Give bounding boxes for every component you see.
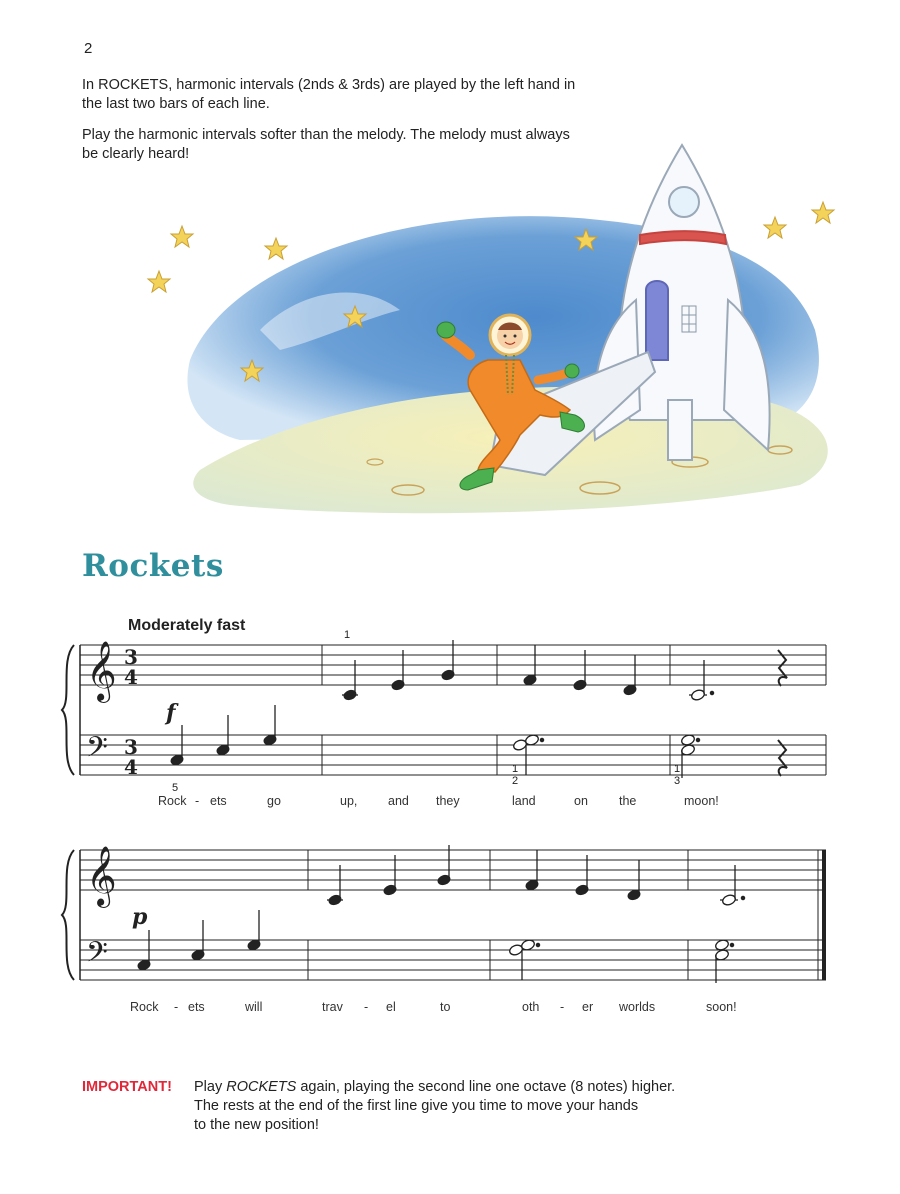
intro-paragraph-2: Play the harmonic intervals softer than the melody. The melody must always be clearly heard! (82, 127, 570, 162)
lyric-syllable: soon! (706, 1000, 737, 1014)
lyric-syllable: will (245, 1000, 263, 1014)
important-text (194, 1078, 834, 1135)
time-signature-bottom: 4 (124, 665, 138, 689)
lyric-syllable: up, (340, 794, 358, 808)
lyric-syllable: land (512, 794, 536, 808)
song-title: Rockets (82, 548, 224, 584)
system-2-notes (137, 845, 745, 983)
lyric-syllable: the (619, 794, 637, 808)
finger-number: 1 (512, 763, 519, 775)
dynamic-piano: p (132, 904, 148, 930)
important-line2: The rests at the end of the first line give you time to move your hands (194, 1098, 639, 1114)
lyric-syllable: el (386, 1000, 396, 1014)
lyric-syllable: to (440, 1000, 451, 1014)
lyric-syllable: worlds (619, 1000, 656, 1014)
finger-number: 1 (674, 763, 681, 775)
dynamic-forte: f (166, 700, 176, 726)
treble-clef-icon: 𝄞 (86, 846, 117, 906)
lyric-syllable: - (195, 794, 200, 808)
lyric-syllable: er (582, 1000, 594, 1014)
lyrics-line-2 (130, 1000, 737, 1014)
system-1-notes (170, 640, 787, 778)
lyric-syllable: - (364, 1000, 369, 1014)
system-2 (62, 850, 826, 980)
time-signature-bottom-bass: 4 (124, 755, 138, 779)
bass-clef-icon: 𝄢 (86, 936, 108, 976)
important-label: IMPORTANT! (82, 1079, 172, 1095)
important-line1-em: ROCKETS (226, 1079, 297, 1095)
important-line1-pre: Play (194, 1079, 227, 1095)
important-line1-post: again, playing the second line one octave (8 notes) higher. (296, 1079, 676, 1095)
lyric-syllable: moon! (684, 794, 719, 808)
lyric-syllable: on (574, 794, 588, 808)
sheet-music (0, 600, 900, 1040)
lyric-syllable: and (388, 794, 409, 808)
time-signature-top: 3 (124, 645, 138, 669)
lyric-syllable: ets (210, 794, 227, 808)
time-signature-top-bass: 3 (124, 735, 138, 759)
finger-number: 5 (172, 782, 179, 794)
lyric-syllable: Rock (130, 1000, 159, 1014)
lyric-syllable: go (267, 794, 281, 808)
rocket-illustration (0, 140, 900, 520)
lyric-syllable: oth (522, 1000, 540, 1014)
lyric-syllable: ets (188, 1000, 205, 1014)
finger-number: 3 (674, 775, 681, 787)
lyric-syllable: Rock (158, 794, 187, 808)
lyric-syllable: they (436, 794, 460, 808)
lyric-syllable: - (174, 1000, 179, 1014)
finger-number: 2 (512, 775, 519, 787)
treble-clef-icon: 𝄞 (86, 641, 117, 701)
intro-paragraph-1: In ROCKETS, harmonic intervals (2nds & 3rds) are played by the left hand in the last two bars of each line. (82, 77, 576, 112)
finger-number: 1 (344, 629, 351, 641)
important-note (82, 1078, 842, 1135)
tempo-marking: Moderately fast (128, 617, 246, 634)
page-number: 2 (84, 40, 93, 57)
bass-clef-icon: 𝄢 (86, 731, 108, 771)
lyric-syllable: - (560, 1000, 565, 1014)
lyrics-line-1 (158, 794, 719, 808)
important-line3: to the new position! (194, 1117, 319, 1133)
lyric-syllable: trav (322, 1000, 343, 1014)
